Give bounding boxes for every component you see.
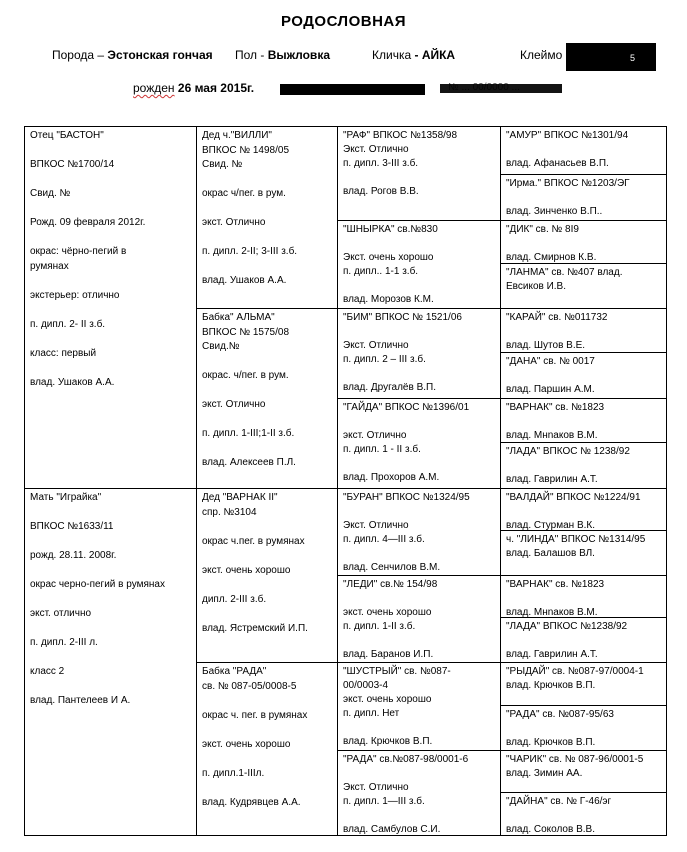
cell-line: Отец "БАСТОН" <box>30 130 104 141</box>
cell-line <box>202 549 308 564</box>
cell-line: ч. "ЛИНДА" ВПКОС №1314/95 <box>506 534 646 545</box>
cell-line <box>506 415 604 429</box>
pedigree-cell-gen3 <box>343 129 457 199</box>
cell-line <box>30 361 145 376</box>
cell-line: "ЛАДА" ВПКОС №1238/92 <box>506 621 628 632</box>
cell-line: окрас черно-пегий в румянах <box>30 579 165 590</box>
cell-line: влад. Стурман В.К. <box>506 520 596 531</box>
pedigree-cell-gen4 <box>506 311 607 353</box>
cell-line <box>30 506 165 521</box>
cell-line: "ДИК" св. № 8I9 <box>506 224 579 235</box>
cell-line: "ЛАНМА" св. №407 влад. <box>506 267 623 278</box>
cell-line: "Ирма." ВПКОС №1203/ЭГ <box>506 178 630 189</box>
cell-line: Экст. Отлично <box>343 144 409 155</box>
pedigree-cell-gen4 <box>506 753 643 781</box>
cell-line <box>343 767 468 781</box>
cell-line: влад. Крючков В.П. <box>506 737 596 748</box>
cell-line: п. дипл. 4—III з.б. <box>343 534 425 545</box>
cell-line: класс: первый <box>30 347 97 359</box>
cell-line <box>343 279 438 293</box>
cell-line: "ЛАДА" ВПКОС № 1238/92 <box>506 446 630 457</box>
cell-line: влад. Самбулов С.И. <box>343 824 441 835</box>
cell-line: экст. очень хорошо <box>343 694 432 705</box>
cell-line <box>202 384 296 399</box>
cell-line: "АМУР" ВПКОС №1301/94 <box>506 130 629 141</box>
cell-line: п. дипл. 3-III з.б. <box>343 158 419 169</box>
cell-line <box>202 260 297 275</box>
cell-line: экст. очень хорошо <box>202 738 291 750</box>
cell-line: Экст. очень хорошо <box>343 252 434 263</box>
cell-line: "БИМ" ВПКОС № 1521/06 <box>343 312 462 323</box>
cell-line: влад. Крючков В.П. <box>343 736 433 747</box>
pedigree-cell-gen4 <box>506 578 604 620</box>
cell-line <box>30 202 145 217</box>
cell-line: Экст. Отлично <box>343 782 409 793</box>
pedigree-cell-gen4 <box>506 445 630 487</box>
cell-line: ВПКОС №1633/11 <box>30 521 114 532</box>
table-row-divider <box>337 220 667 221</box>
cell-line <box>202 607 308 622</box>
cell-line: влад. Кудрявцев А.А. <box>202 796 301 808</box>
cell-line: Евсиков И.В. <box>506 281 567 292</box>
cell-line: ВПКОС № 1498/05 <box>202 144 290 156</box>
cell-line <box>202 520 308 535</box>
cell-line: п. дипл. 1-III;1-II з.б. <box>202 428 295 439</box>
cell-line: влад. Зимин АА. <box>506 768 583 779</box>
breed-value: Эстонская гончая <box>107 48 213 62</box>
cell-line: влад. Ястремский И.П. <box>202 622 308 634</box>
cell-line: "БУРАН" ВПКОС №1324/95 <box>343 492 470 503</box>
pedigree-cell-gen4 <box>506 223 596 265</box>
table-row-divider <box>337 575 667 576</box>
cell-line: "ВАЛДАЙ" ВПКОС №1224/91 <box>506 492 641 503</box>
brand-redaction <box>566 43 656 71</box>
cell-line <box>343 325 462 339</box>
cell-line: "ЛЕДИ" св.№ 154/98 <box>343 579 438 590</box>
cell-line: влад. Другалёв В.П. <box>343 382 436 393</box>
cell-line <box>30 332 145 347</box>
pedigree-cell-gen4 <box>506 355 595 397</box>
cell-line: Экст. Отлично <box>343 340 409 351</box>
cell-line: Дед ч."ВИЛЛИ" <box>202 130 272 141</box>
cell-line: влад. Сенчилов В.М. <box>343 562 441 573</box>
cell-line: румянах <box>30 260 69 272</box>
cell-line: влад. Ушаков А.А. <box>30 376 115 388</box>
cell-line <box>30 535 165 550</box>
cell-line: влад. Гаврилин А.Т. <box>506 474 598 485</box>
cell-line <box>343 634 437 648</box>
cell-line <box>506 191 630 205</box>
cell-line: "ВАРНАК" св. №1823 <box>506 579 605 590</box>
cell-line: п. дипл.1-IIIл. <box>202 767 265 779</box>
pedigree-cell-gen2 <box>202 129 297 289</box>
breed-field <box>52 48 213 62</box>
cell-line: "ДАЙНА" св. № Г-46/эг <box>506 796 612 807</box>
cell-line: экст. Отлично <box>343 430 407 441</box>
pedigree-cell-gen4 <box>506 708 614 750</box>
sex-label: Пол - <box>235 48 265 62</box>
sex-value: Выжловка <box>267 48 330 62</box>
cell-line <box>506 722 614 736</box>
pedigree-cell-gen1 <box>30 491 165 709</box>
cell-line: влад. Мнnаков В.М. <box>506 607 598 618</box>
table-row-divider <box>337 750 667 751</box>
brand-label: Клеймо <box>520 48 563 62</box>
born-field <box>133 81 254 95</box>
breed-label: Порода – <box>52 48 105 62</box>
cell-line: влад. Ушаков А.А. <box>202 275 287 286</box>
cell-line: "ГАЙДА" ВПКОС №1396/01 <box>343 402 470 413</box>
redaction-bar <box>280 84 425 95</box>
cell-line: окрас ч/пег. в рум. <box>202 188 286 199</box>
table-row-divider <box>196 662 667 663</box>
cell-line <box>506 325 607 339</box>
cell-line <box>30 593 165 608</box>
cell-line: п. дипл. 1—III з.б. <box>343 796 425 807</box>
pedigree-cell-gen2 <box>202 311 296 471</box>
cell-line: Свид. № <box>202 159 243 170</box>
cell-line: влад. Гаврилин А.Т. <box>506 649 598 660</box>
cell-line <box>30 231 145 246</box>
cell-line: влад. Морозов К.М. <box>343 294 434 305</box>
pedigree-cell-gen3 <box>343 665 451 749</box>
cell-line: п. дипл. 1 - II з.б. <box>343 444 421 455</box>
cell-line: влад. Крючков В.П. <box>506 680 596 691</box>
cell-line <box>202 781 307 796</box>
cell-line: окрас: чёрно-пегий в <box>30 246 127 257</box>
cell-line <box>343 592 437 606</box>
cell-line: "РАДА" св.№087-98/0001-6 <box>343 754 469 765</box>
table-row-divider <box>500 792 667 793</box>
redaction-bar-2 <box>440 84 562 93</box>
cell-line <box>506 634 627 648</box>
cell-line: св. № 087-05/0008-5 <box>202 680 297 692</box>
cell-line <box>343 171 457 185</box>
cell-line <box>202 202 297 217</box>
cell-line <box>343 457 469 471</box>
table-row-divider <box>337 398 667 399</box>
cell-line <box>343 809 468 823</box>
table-top-border <box>24 126 667 127</box>
cell-line <box>343 367 462 381</box>
pedigree-cell-gen3 <box>343 311 462 395</box>
cell-line: "ДАНА" св. № 0017 <box>506 356 595 367</box>
name-field <box>372 48 455 62</box>
cell-line: Свид.№ <box>202 341 240 352</box>
cell-line: влад. Пантелеев И А. <box>30 695 131 706</box>
pedigree-cell-gen2 <box>202 665 307 810</box>
table-vertical-line <box>24 126 25 836</box>
cell-line <box>506 143 628 157</box>
cell-line: окрас ч.пег. в румянах <box>202 535 305 547</box>
cell-line <box>506 592 604 606</box>
cell-line: экстерьер: отлично <box>30 289 120 301</box>
cell-line <box>343 237 438 251</box>
table-row-divider <box>196 308 667 309</box>
cell-line: экст. Отлично <box>202 217 266 228</box>
cell-line: влад. Смирнов К.В. <box>506 252 597 263</box>
cell-line: Свид. № <box>30 188 71 199</box>
cell-line: "ЧАРИК" св. № 087-96/0001-5 <box>506 754 644 765</box>
name-label: Кличка <box>372 48 412 62</box>
cell-line: "ШУСТРЫЙ" св. №087- <box>343 666 451 677</box>
cell-line: влад. Мнnаков В.М. <box>506 430 598 441</box>
pedigree-cell-gen3 <box>343 223 438 307</box>
cell-line: влад. Баранов И.П. <box>343 649 434 660</box>
cell-line: экст. отлично <box>30 608 92 619</box>
cell-line: влад. Паршин А.М. <box>506 384 595 395</box>
cell-line <box>30 173 145 188</box>
cell-line: спр. №3104 <box>202 506 257 518</box>
cell-line: экст. очень хорошо <box>202 564 291 576</box>
pedigree-cell-gen4 <box>506 129 628 171</box>
cell-line: экст. Отлично <box>202 399 266 410</box>
cell-line: п. дипл. 1-II з.б. <box>343 621 416 632</box>
cell-line: влад. Прохоров А.М. <box>343 472 440 483</box>
pedigree-cell-gen4 <box>506 177 630 219</box>
cell-line: влад. Рогов В.В. <box>343 186 419 197</box>
cell-line: Рожд. 09 февраля 2012г. <box>30 217 146 228</box>
cell-line <box>506 809 611 823</box>
cell-line: "КАРАЙ" св. №011732 <box>506 312 608 323</box>
cell-line: окрас ч. пег. в румянах <box>202 709 308 721</box>
cell-line: п. дипл. Нет <box>343 708 400 719</box>
pedigree-cell-gen4 <box>506 401 604 443</box>
cell-line: п. дипл. 2- II з.б. <box>30 318 106 330</box>
pedigree-cell-gen2 <box>202 491 308 636</box>
cell-line: рожд. 28.11. 2008г. <box>30 550 117 561</box>
cell-line <box>506 459 630 473</box>
cell-line <box>202 355 296 370</box>
table-vertical-line <box>337 126 338 836</box>
sex-field <box>235 48 330 62</box>
pedigree-cell-gen1 <box>30 129 145 390</box>
cell-line: влад. Соколов В.В. <box>506 824 595 835</box>
cell-line <box>202 752 307 767</box>
born-label: рожден <box>133 81 175 95</box>
cell-line: "РЫДАЙ" св. №087-97/0004-1 <box>506 666 644 677</box>
cell-line <box>506 505 641 519</box>
cell-line: влад. Алексеев П.Л. <box>202 457 296 468</box>
cell-line <box>343 505 470 519</box>
cell-line <box>202 578 308 593</box>
name-value: - АЙКА <box>414 48 456 62</box>
cell-line: "ШНЫРКА" св.№830 <box>343 224 438 235</box>
born-value: 26 мая 2015г. <box>177 81 255 95</box>
cell-line <box>30 274 145 289</box>
pedigree-cell-gen4 <box>506 620 627 662</box>
cell-line: п. дипл. 2-II; 3-III з.б. <box>202 246 298 257</box>
cell-line: Бабка "РАДА" <box>202 666 267 677</box>
cell-line <box>343 415 469 429</box>
cell-line: Бабка" АЛЬМА" <box>202 312 275 323</box>
table-row-divider <box>500 174 667 175</box>
cell-line <box>30 303 145 318</box>
cell-line: п. дипл. 2 – III з.б. <box>343 354 426 365</box>
cell-line <box>202 231 297 246</box>
cell-line: Экст. Отлично <box>343 520 409 531</box>
table-row-divider <box>24 488 667 489</box>
cell-line <box>30 144 145 159</box>
cell-line: окрас. ч/пег. в рум. <box>202 370 289 381</box>
cell-line: "ВАРНАК" св. №1823 <box>506 402 605 413</box>
cell-line: Дед "ВАРНАК II" <box>202 492 278 503</box>
pedigree-cell-gen3 <box>343 578 437 662</box>
table-vertical-line <box>666 126 667 836</box>
cell-line: п. дипл.. 1-1 з.б. <box>343 266 419 277</box>
cell-line <box>506 237 596 251</box>
cell-line <box>202 694 307 709</box>
cell-line <box>506 369 595 383</box>
cell-line: Мать "Играйка" <box>30 492 102 503</box>
cell-line <box>30 680 165 695</box>
cell-line: влад. Зинченко В.П.. <box>506 206 603 217</box>
cell-line <box>343 547 470 561</box>
cell-line: влад. Балашов ВЛ. <box>506 548 595 559</box>
cell-line: "РАДА" св. №087-95/63 <box>506 709 614 720</box>
cell-line: ВПКОС № 1575/08 <box>202 326 290 338</box>
pedigree-cell-gen4 <box>506 795 611 837</box>
cell-line: "РАФ" ВПКОС №1358/98 <box>343 130 458 141</box>
pedigree-cell-gen4 <box>506 491 641 533</box>
cell-line <box>30 622 165 637</box>
cell-line <box>343 721 451 735</box>
cell-line <box>202 413 296 428</box>
table-vertical-line <box>500 126 501 836</box>
cell-line: экст. очень хорошо <box>343 607 432 618</box>
cell-line <box>202 442 296 457</box>
cell-line <box>202 723 307 738</box>
table-vertical-line <box>196 126 197 836</box>
pedigree-cell-gen4 <box>506 266 622 294</box>
cell-line: 00/0003-4 <box>343 680 389 691</box>
pedigree-cell-gen3 <box>343 753 468 837</box>
cell-line: влад. Афанасьев В.П. <box>506 158 609 169</box>
cell-line: дипл. 2-III з.б. <box>202 593 267 605</box>
cell-line: влад. Шутов В.Е. <box>506 340 586 351</box>
table-row-divider <box>500 705 667 706</box>
pedigree-cell-gen4 <box>506 665 644 693</box>
brand-visible-char: 5 <box>630 53 636 63</box>
pedigree-cell-gen4 <box>506 533 645 561</box>
cell-line <box>202 173 297 188</box>
cell-line <box>30 564 165 579</box>
cell-line <box>30 651 165 666</box>
pedigree-cell-gen3 <box>343 401 469 485</box>
cell-line: ВПКОС №1700/14 <box>30 159 115 170</box>
page-title: РОДОСЛОВНАЯ <box>280 13 407 30</box>
cell-line: п. дипл. 2-III л. <box>30 637 98 648</box>
cell-line: класс 2 <box>30 666 65 677</box>
pedigree-cell-gen3 <box>343 491 470 575</box>
